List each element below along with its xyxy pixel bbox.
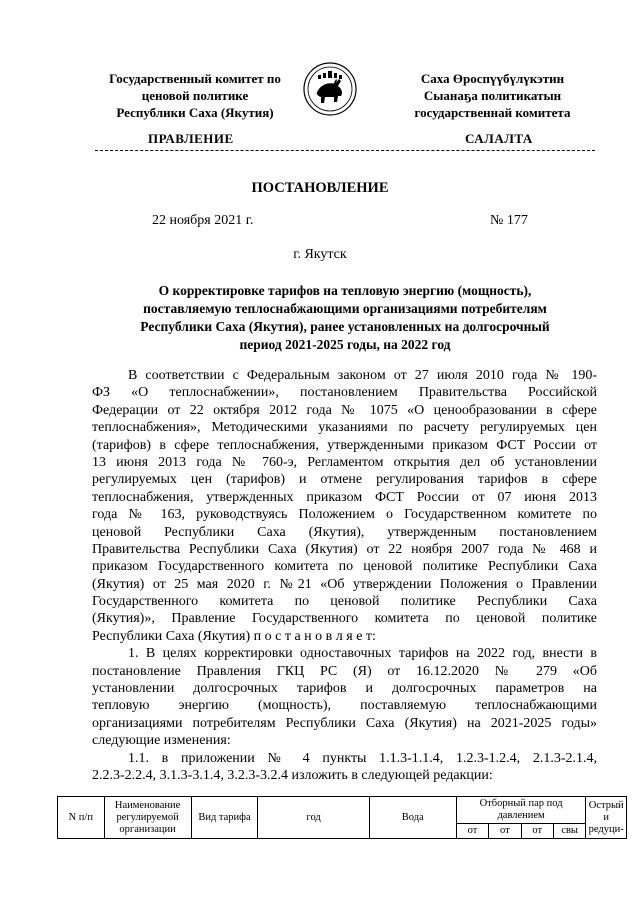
body-line: регулируемых цен (тарифов) и отмене регулирования тарифов в сфере (92, 472, 597, 488)
header-right-line: Сыанаҕа политикатын (423, 88, 562, 103)
header-divider (95, 150, 595, 151)
header-left-line: ценовой политике (141, 88, 249, 103)
item-1-line: тепловую энергию (мощность), поставляемую теплоснабжающими (92, 698, 597, 714)
header-right-line: государственнай комитета (414, 105, 571, 120)
body-line: ФЗ «О теплоснабжении», постановлением Правительства Российской (92, 385, 597, 401)
body-line: года № 163, руководствуясь Положением о Государственном комитете по (92, 507, 597, 523)
item-1-line: установлении долгосрочных тарифов и долгосрочных параметров на (92, 681, 597, 697)
body-line: (Якутия) от 25 мая 2020 г. №21 «Об утверждении Положения о Правлении (92, 576, 597, 592)
doc-date: 22 ноября 2021 г. (152, 213, 254, 228)
body-line: 13 июня 2013 года № 760-э, Регламентом открытия дел об установлении (92, 454, 597, 470)
doc-subject (95, 282, 595, 354)
doc-city: г. Якутск (293, 247, 347, 262)
tariff-table (57, 796, 627, 839)
doc-number: № 177 (490, 213, 528, 228)
item-1-1-line: 1.1. в приложении № 4 пункты 1.1.3-1.1.4, 1.2.3-1.2.4, 2.1.3-2.1.4, (128, 750, 597, 766)
doc-title: ПОСТАНОВЛЕНИЕ (251, 180, 389, 196)
body-line: Правительства Республики Саха (Якутия) от 22 ноября 2007 года № 468 и (92, 541, 597, 557)
doc-body (92, 367, 597, 784)
table-header-type: Вид тарифа (191, 797, 258, 839)
coat-of-arms-emblem (303, 62, 357, 116)
table-header-steam: Отборный пар под давлением (456, 797, 586, 824)
org-label-ru: ПРАВЛЕНИЕ (148, 131, 234, 146)
body-line: теплоснабжения, утвержденных приказом ФСТ России от 07 июня 2013 (92, 489, 597, 505)
header-left-line: Государственный комитет по (109, 71, 281, 86)
table-subheader: от (521, 824, 553, 839)
table-header-org: Наименование регулируемой организации (104, 797, 191, 839)
header-left-ru (85, 70, 305, 121)
table-header-water: Вода (369, 797, 456, 839)
body-line: ценовой Республики Саха (Якутия), утвержденным постановлением (92, 524, 597, 540)
table-subheader: свы (553, 824, 585, 839)
table-header-sharp: Острый и редуци- (586, 797, 627, 839)
body-line: приказом Государственного комитета по ценовой политике Республики Саха (92, 559, 597, 575)
org-label-sakha: САЛАЛТА (465, 131, 533, 146)
item-1-line: 1. В целях корректировки одноставочных тарифов на 2022 год, внести в (128, 646, 597, 662)
header-right-line: Саха Өроспүүбүлүкэтин (420, 71, 565, 86)
item-1-line: постановление Правления ГКЦ РС (Я) от 16.12.2020 № 279 «Об (92, 663, 597, 679)
body-line: Государственного комитета по ценовой политике Республики Саха (92, 594, 597, 610)
table-subheader: от (489, 824, 521, 839)
table-header-year: год (258, 797, 369, 839)
subject-line: поставляемую теплоснабжающими организациями потребителям (143, 301, 547, 316)
table-header-num: N п/п (58, 797, 105, 839)
subject-line: О корректировке тарифов на тепловую энергию (мощность), (158, 283, 532, 298)
body-line: теплоснабжения», Методическими указаниями по расчету регулируемых цен (92, 420, 597, 436)
body-line: В соответствии с Федеральным законом от 27 июля 2010 года № 190- (128, 368, 597, 383)
subject-line: период 2021-2025 годы, на 2022 год (239, 337, 451, 352)
table-subheader: от (456, 824, 488, 839)
item-1-line: организациями потребителям Республики Саха (Якутия) на 2021-2025 годы» (92, 715, 597, 731)
body-line: (тарифов) в сфере теплоснабжения, утвержденными приказом ФСТ России от (92, 437, 597, 453)
subject-line: Республики Саха (Якутия), ранее установленных на долгосрочный (140, 319, 550, 334)
body-line: Республики Саха (Якутия) п о с т а н о в л я е т: (92, 628, 376, 644)
body-line: Федерации от 22 октября 2012 года № 1075 «О ценообразовании в сфере (92, 402, 597, 418)
header-right-sakha (380, 70, 605, 121)
body-line: (Якутия)», Правление Государственного комитета по ценовой политике (92, 611, 597, 627)
item-1-line: следующие изменения: (92, 733, 231, 749)
item-1-1-line: 2.2.3-2.2.4, 3.1.3-3.1.4, 3.2.3-3.2.4 изложить в следующей редакции: (92, 767, 493, 783)
header-left-line: Республики Саха (Якутия) (116, 105, 274, 120)
